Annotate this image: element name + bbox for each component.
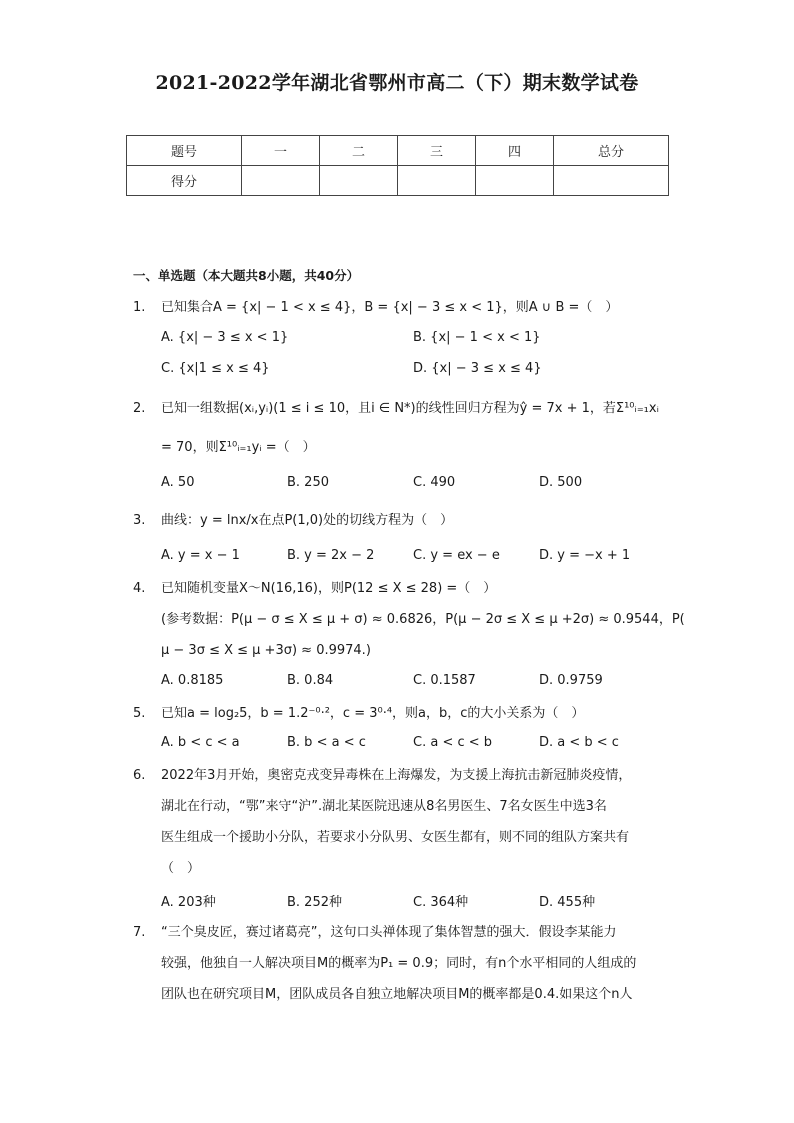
question-text: 2022年3月开始，奥密克戎变异毒株在上海爆发，为支援上海抗击新冠肺炎疫情，: [161, 768, 632, 783]
question-text: 湖北在行动，“鄂”来守“沪”.湖北某医院迅速从8名男医生、7名女医生中选3名: [161, 799, 607, 814]
question-text: 已知一组数据(xᵢ,yᵢ)(1 ≤ i ≤ 10，且i ∈ N*)的线性回归方程为ŷ = 7x + 1，若Σ¹⁰ᵢ₌₁xᵢ: [161, 401, 659, 416]
option-c[interactable]: C. 364种: [413, 895, 469, 910]
option-a[interactable]: A. {x| − 3 ≤ x < 1}: [161, 330, 289, 345]
score-header-cell: 二: [320, 136, 398, 166]
question-text: (参考数据：P(μ − σ ≤ X ≤ μ + σ) ≈ 0.6826，P(μ − 2σ ≤ X ≤ μ +2σ) ≈ 0.9544，P(: [161, 612, 685, 627]
option-a[interactable]: A. 203种: [161, 895, 216, 910]
question-text: 已知a = log₂5，b = 1.2⁻⁰·²，c = 3⁰·⁴，则a，b，c的大小关系为（ ）: [161, 706, 585, 721]
option-c[interactable]: C. {x|1 ≤ x ≤ 4}: [161, 361, 270, 376]
question-text: 已知随机变量X～N(16,16)，则P(12 ≤ X ≤ 28) =（ ）: [161, 581, 497, 596]
option-d[interactable]: D. a < b < c: [539, 735, 619, 750]
option-b[interactable]: B. {x| − 1 < x < 1}: [413, 330, 541, 345]
score-input-cell[interactable]: [320, 166, 398, 196]
score-input-cell[interactable]: [554, 166, 669, 196]
question-text: （ ）: [161, 861, 201, 876]
question-number: 5.: [133, 706, 146, 721]
score-header-cell: 总分: [554, 136, 669, 166]
option-b[interactable]: B. 250: [287, 475, 329, 490]
question-number: 1.: [133, 300, 146, 315]
question-text: 已知集合A = {x| − 1 < x ≤ 4}，B = {x| − 3 ≤ x < 1}，则A ∪ B =（ ）: [161, 300, 619, 315]
option-a[interactable]: A. 50: [161, 475, 195, 490]
score-input-cell[interactable]: [242, 166, 320, 196]
exam-title: 2021-2022学年湖北省鄂州市高二（下）期末数学试卷: [155, 72, 639, 94]
question-text: 曲线：y = lnx/x在点P(1,0)处的切线方程为（ ）: [161, 513, 454, 528]
option-c[interactable]: C. y = ex − e: [413, 548, 500, 563]
score-table-header-row: [127, 136, 669, 166]
option-b[interactable]: B. b < a < c: [287, 735, 366, 750]
question-number: 6.: [133, 768, 146, 783]
option-c[interactable]: C. 0.1587: [413, 673, 476, 688]
score-input-cell[interactable]: [476, 166, 554, 196]
option-d[interactable]: D. 500: [539, 475, 583, 490]
score-input-cell[interactable]: [398, 166, 476, 196]
question-text: 团队也在研究项目M，团队成员各自独立地解决项目M的概率都是0.4.如果这个n人: [161, 987, 633, 1002]
option-b[interactable]: B. y = 2x − 2: [287, 548, 375, 563]
question-text: = 70，则Σ¹⁰ᵢ₌₁yᵢ =（ ）: [161, 440, 316, 455]
option-d[interactable]: D. {x| − 3 ≤ x ≤ 4}: [413, 361, 542, 376]
option-b[interactable]: B. 0.84: [287, 673, 334, 688]
score-header-cell: 三: [398, 136, 476, 166]
option-b[interactable]: B. 252种: [287, 895, 342, 910]
option-d[interactable]: D. 0.9759: [539, 673, 603, 688]
question-text: “三个臭皮匠，赛过诸葛亮”，这句口头禅体现了集体智慧的强大．假设李某能力: [161, 925, 617, 940]
option-a[interactable]: A. 0.8185: [161, 673, 224, 688]
score-header-cell: 四: [476, 136, 554, 166]
question-number: 4.: [133, 581, 146, 596]
section-heading: 一、单选题（本大题共8小题，共40分）: [133, 268, 360, 283]
option-c[interactable]: C. 490: [413, 475, 456, 490]
option-d[interactable]: D. 455种: [539, 895, 596, 910]
score-table-score-row: [127, 166, 669, 196]
score-header-cell: 题号: [127, 136, 242, 166]
score-row-label: 得分: [127, 166, 242, 196]
question-number: 3.: [133, 513, 146, 528]
option-a[interactable]: A. b < c < a: [161, 735, 240, 750]
question-text: 较强，他独自一人解决项目M的概率为P₁ = 0.9；同时，有n个水平相同的人组成的: [161, 956, 637, 971]
question-text: 医生组成一个援助小分队，若要求小分队男、女医生都有，则不同的组队方案共有: [161, 830, 630, 845]
score-header-cell: 一: [242, 136, 320, 166]
option-a[interactable]: A. y = x − 1: [161, 548, 240, 563]
score-table: [126, 135, 669, 196]
question-number: 7.: [133, 925, 146, 940]
question-text: μ − 3σ ≤ X ≤ μ +3σ) ≈ 0.9974.): [161, 643, 371, 658]
option-c[interactable]: C. a < c < b: [413, 735, 493, 750]
question-number: 2.: [133, 401, 146, 416]
option-d[interactable]: D. y = −x + 1: [539, 548, 631, 563]
